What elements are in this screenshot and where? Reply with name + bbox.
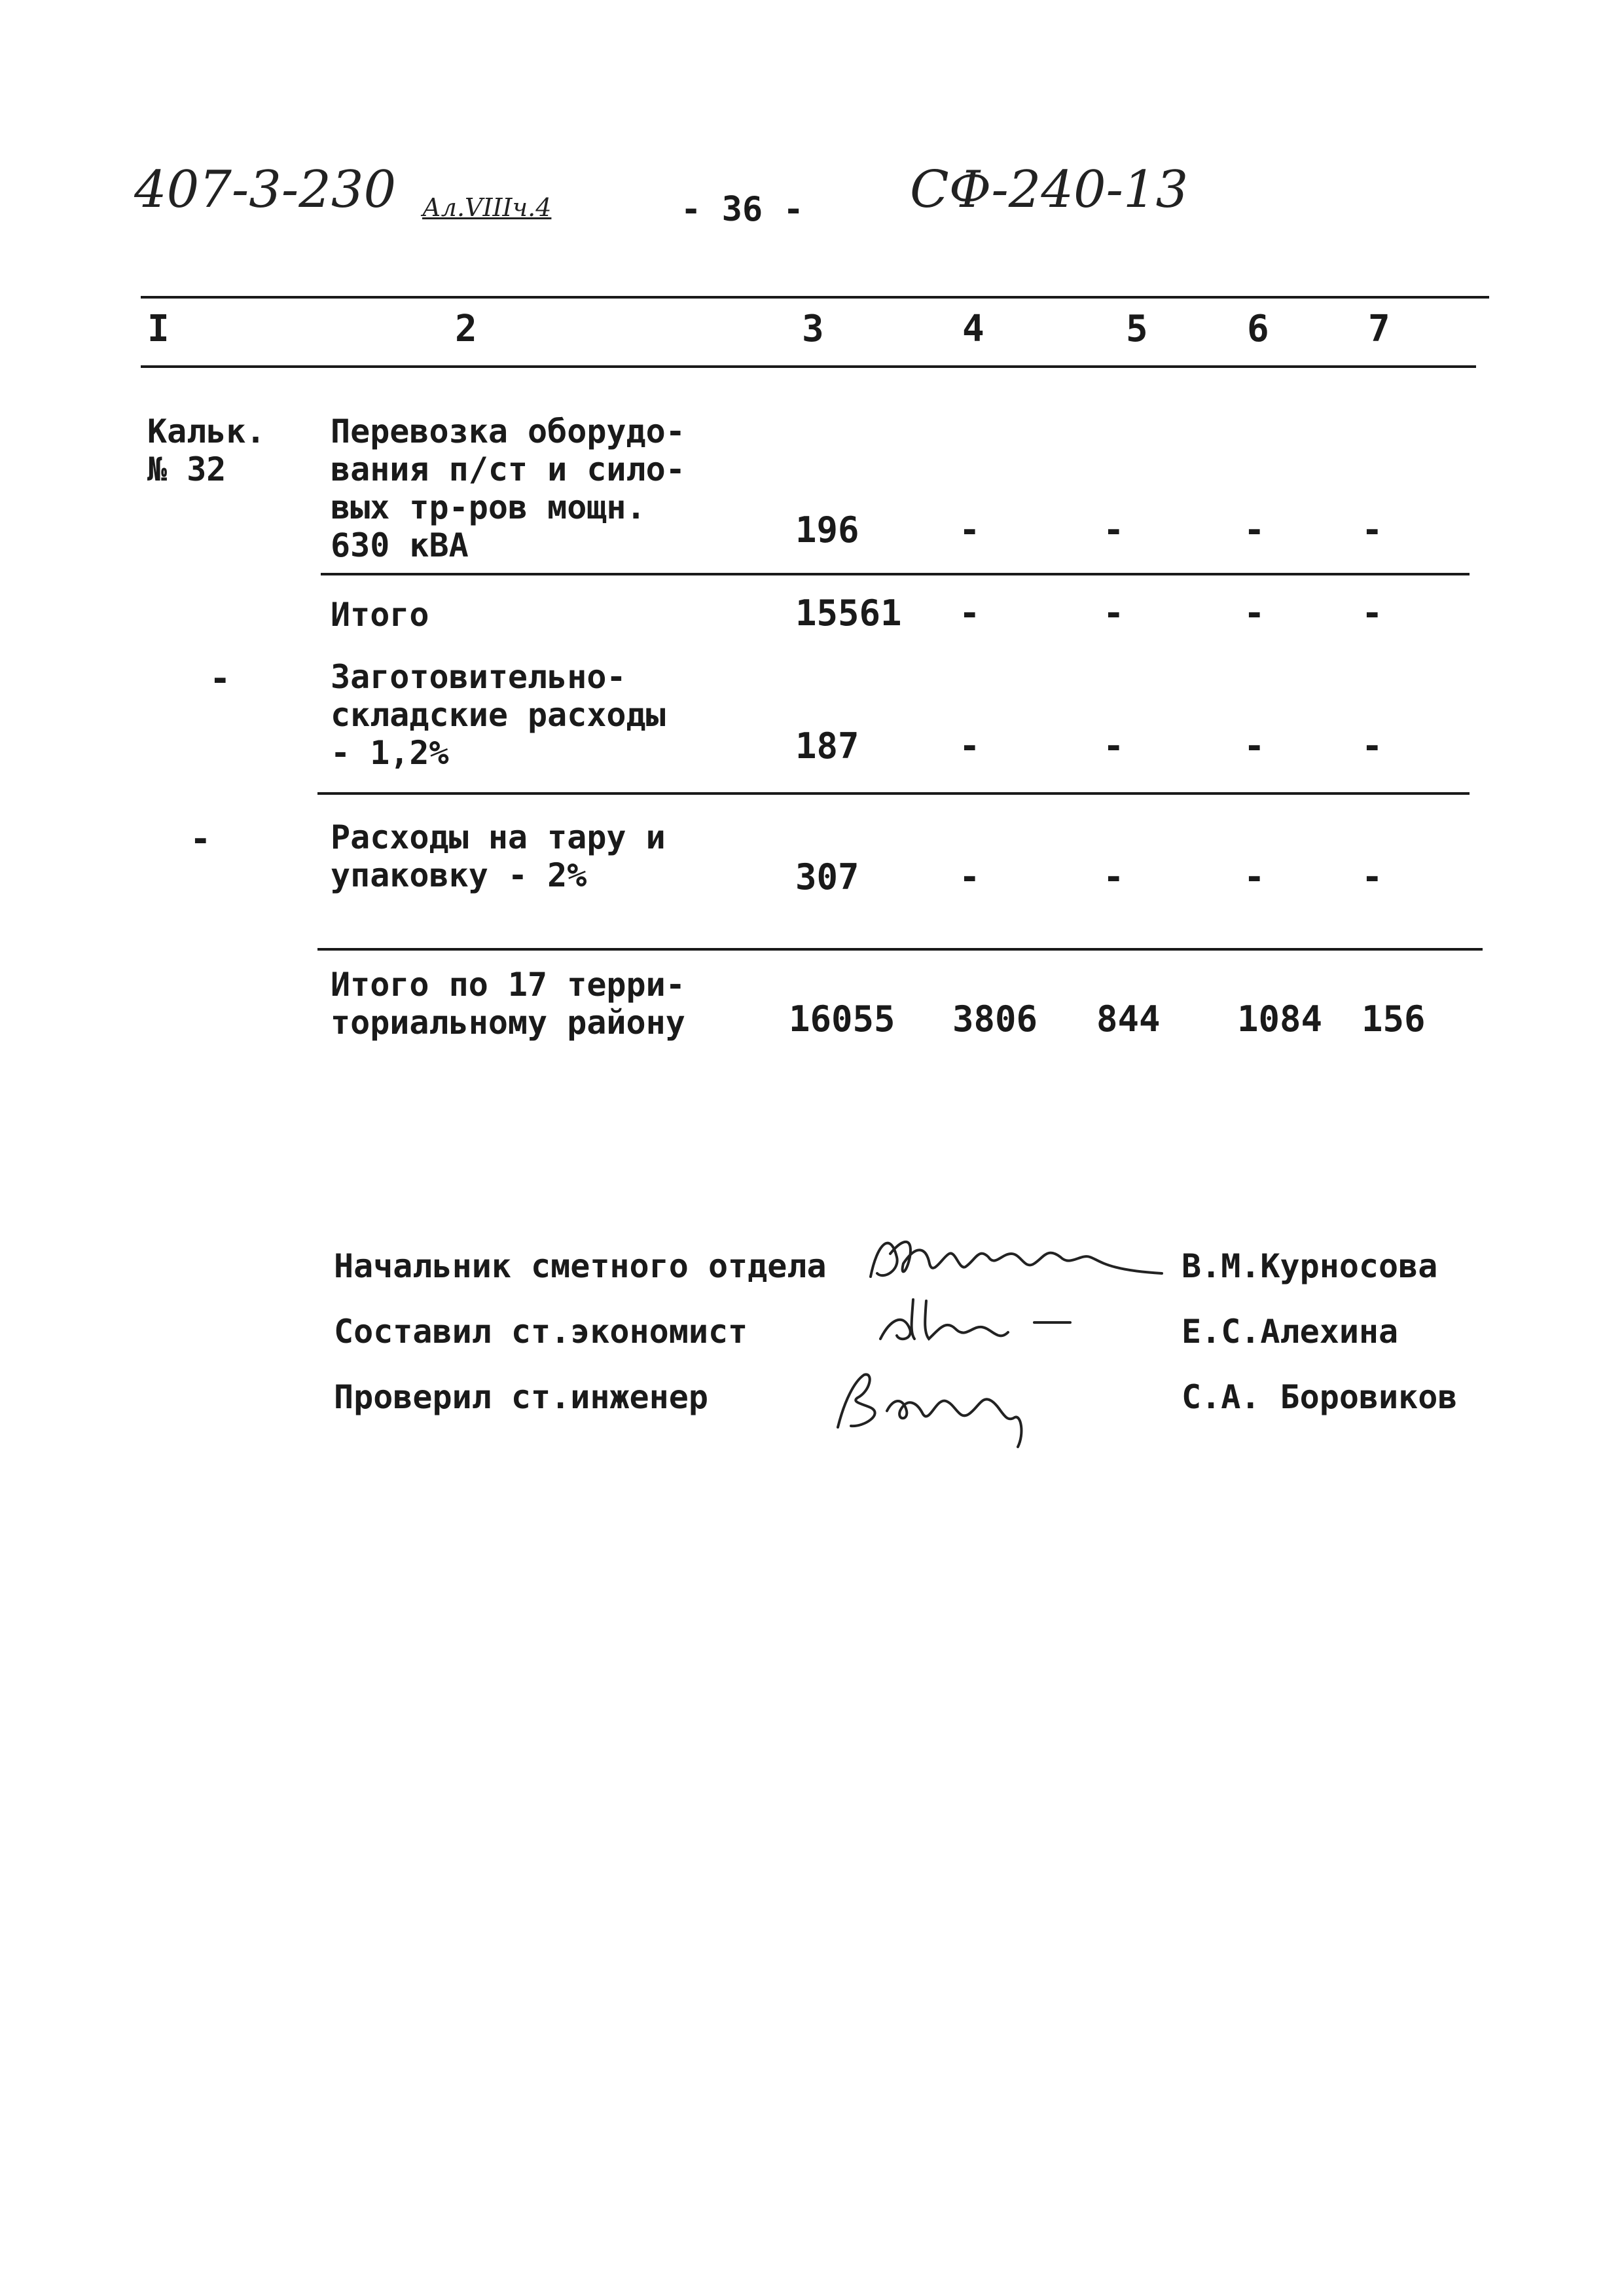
column-header-4: 4	[962, 308, 984, 350]
row5-col5: 844	[1096, 998, 1161, 1040]
table-top-rule	[141, 296, 1489, 299]
row4-col4: -	[959, 856, 981, 898]
sheet-code: СФ-240-13	[910, 160, 1189, 219]
row2-description: Итого	[331, 596, 429, 634]
row3-col3: 187	[795, 725, 859, 767]
column-header-3: 3	[802, 308, 824, 350]
row3-description: Заготовительно- складские расходы - 1,2%	[331, 658, 666, 772]
row2-col4: -	[959, 592, 981, 634]
signature-role-checker: Проверил ст.инженер	[334, 1378, 708, 1416]
row1-col5: -	[1103, 509, 1125, 551]
row1-description: Перевозка оборудо- вания п/ст и сило- вых тр-ров мощн. 630 кВА	[331, 412, 685, 564]
handwritten-signature-head	[864, 1218, 1165, 1296]
row1-col6: -	[1244, 509, 1265, 551]
row1-col3: 196	[795, 509, 859, 551]
row5-col4: 3806	[952, 998, 1038, 1040]
row1-col4: -	[959, 509, 981, 551]
row4-col7: -	[1362, 856, 1383, 898]
row5-description: Итого по 17 терри- ториальному району	[331, 966, 685, 1042]
row4-col3: 307	[795, 856, 859, 898]
row5-col3: 16055	[789, 998, 895, 1040]
row3-col7: -	[1362, 725, 1383, 767]
row4-col6: -	[1244, 856, 1265, 898]
row3-col5: -	[1103, 725, 1125, 767]
handwritten-signature-checker	[825, 1362, 1041, 1453]
column-header-7: 7	[1368, 308, 1390, 350]
signature-name-head: В.М.Курносова	[1182, 1247, 1438, 1285]
row2-col5: -	[1103, 592, 1125, 634]
row3-bottom-rule	[317, 792, 1470, 795]
row5-col6: 1084	[1237, 998, 1323, 1040]
row4-dash: -	[190, 818, 211, 860]
signature-name-checker: С.А. Боровиков	[1182, 1378, 1458, 1416]
row3-dash: -	[209, 658, 231, 699]
row1-col7: -	[1362, 509, 1383, 551]
row4-bottom-rule	[317, 948, 1483, 951]
header-bottom-rule	[141, 365, 1476, 368]
handwritten-signature-compiler	[874, 1293, 1090, 1352]
album-reference: Ал.VIIIч.4	[422, 193, 552, 222]
column-header-5: 5	[1126, 308, 1148, 350]
row5-col7: 156	[1362, 998, 1426, 1040]
row4-description: Расходы на тару и упаковку - 2%	[331, 818, 666, 894]
page-number: - 36 -	[681, 190, 804, 229]
signature-role-head: Начальник сметного отдела	[334, 1247, 827, 1285]
row3-col4: -	[959, 725, 981, 767]
signature-role-compiler: Составил ст.экономист	[334, 1313, 748, 1351]
column-header-2: 2	[455, 308, 477, 350]
row2-col6: -	[1244, 592, 1265, 634]
row3-col6: -	[1244, 725, 1265, 767]
row1-bottom-rule	[321, 573, 1470, 575]
column-header-1: I	[147, 308, 170, 350]
column-header-6: 6	[1247, 308, 1269, 350]
row2-col3: 15561	[795, 592, 902, 634]
document-code: 407-3-230	[134, 160, 397, 219]
row1-calc-ref: Кальк. № 32	[147, 412, 266, 488]
row4-col5: -	[1103, 856, 1125, 898]
row2-col7: -	[1362, 592, 1383, 634]
signature-name-compiler: Е.С.Алехина	[1182, 1313, 1399, 1351]
